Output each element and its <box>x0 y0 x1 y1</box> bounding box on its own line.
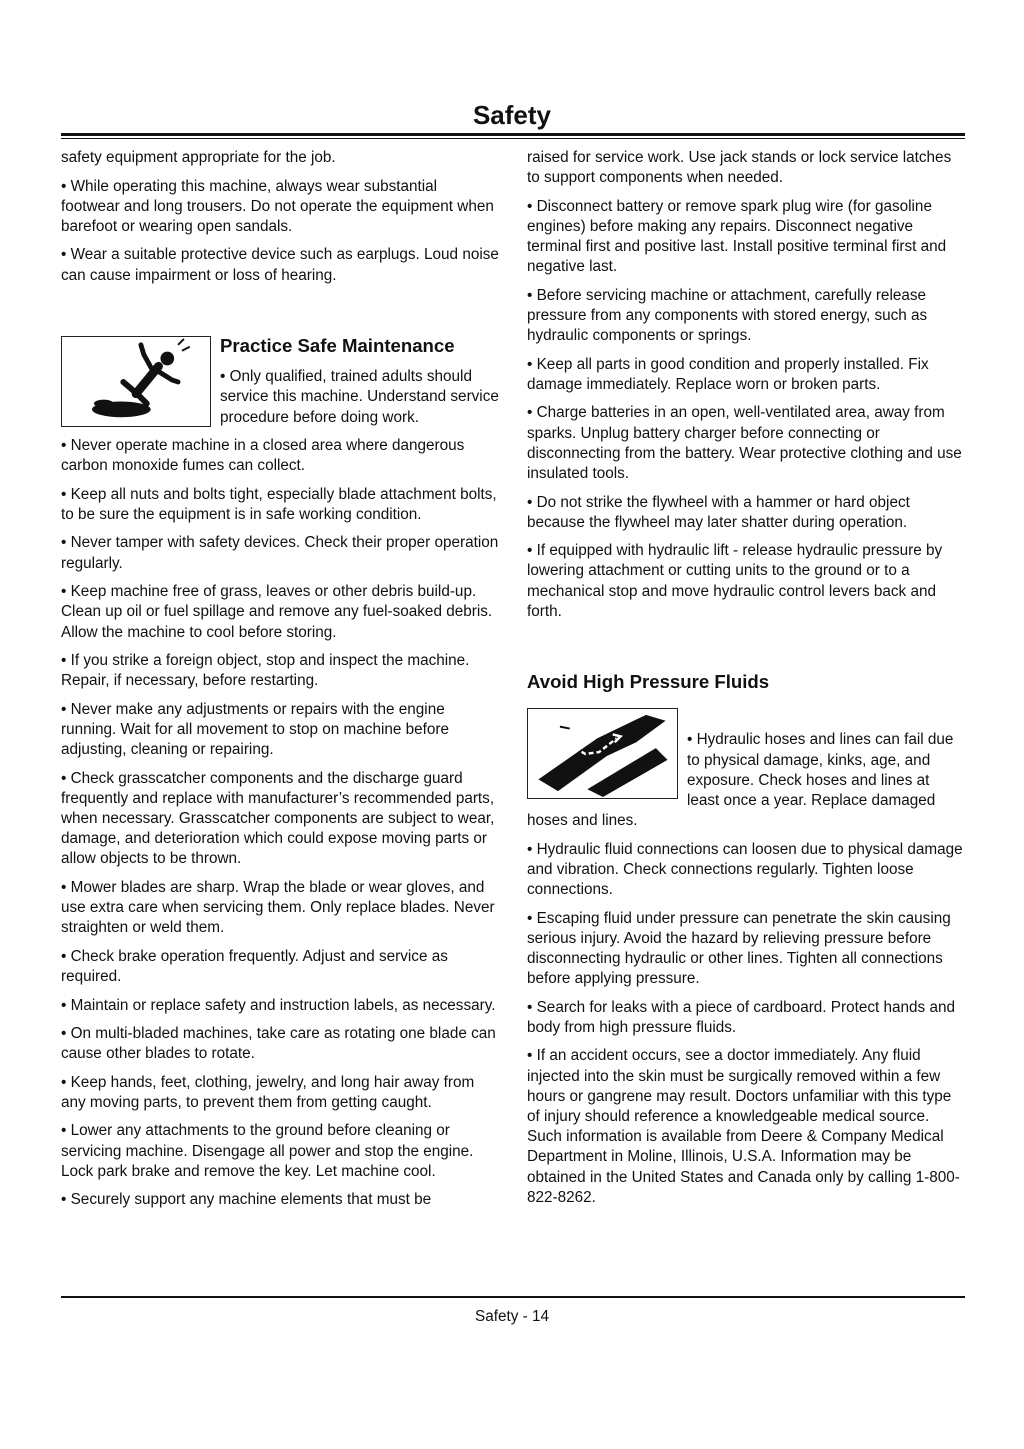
header-rule-thick <box>61 133 965 136</box>
left-column <box>61 148 499 1219</box>
paragraph: • Keep all parts in good condition and properly installed. Fix damage immediately. Replace worn or broken parts. <box>527 355 929 393</box>
paragraph: • Mower blades are sharp. Wrap the blade or wear gloves, and use extra care when servicing them. Only replace blades. Never straighten or weld them. <box>61 878 495 937</box>
paragraph: safety equipment appropriate for the job. <box>61 149 336 166</box>
slip-fall-hazard-icon <box>61 336 211 427</box>
paragraph: • Before servicing machine or attachment, carefully release pressure from any components with stored energy, such as hydraulic components or springs. <box>527 286 928 345</box>
paragraph: • If equipped with hydraulic lift - release hydraulic pressure by lowering attachment or cutting units to the ground or to a mechanical stop and move hydraulic control levers back and forth. <box>527 542 943 620</box>
right-column <box>527 148 965 1216</box>
paragraph: • Never make any adjustments or repairs with the engine running. Wait for all movement to stop on machine before adjusting, cleaning or repairing. <box>61 700 450 759</box>
paragraph: • Never tamper with safety devices. Check their proper operation regularly. <box>61 534 499 572</box>
paragraph: raised for service work. Use jack stands or lock service latches to support components when needed. <box>527 149 952 187</box>
page-title: Safety <box>472 100 552 130</box>
paragraph: • Never operate machine in a closed area where dangerous carbon monoxide fumes can collect. <box>61 437 465 475</box>
paragraph: • Maintain or replace safety and instruction labels, as necessary. <box>61 996 496 1014</box>
paragraph: • Wear a suitable protective device such as earplugs. Loud noise can cause impairment or loss of hearing. <box>61 246 499 284</box>
footer-rule <box>61 1296 965 1298</box>
paragraph: • Do not strike the flywheel with a hammer or hard object because the flywheel may later shatter during operation. <box>527 493 910 531</box>
paragraph: • Escaping fluid under pressure can penetrate the skin causing serious injury. Avoid the hazard by relieving pressure before disconnecting hydraulic or other lines. Tighten all connections before applying pressure. <box>527 909 951 988</box>
paragraph: • Hydraulic fluid connections can loosen due to physical damage and vibration. Check connections regularly. Tighten loose connections. <box>527 840 963 899</box>
paragraph: • Lower any attachments to the ground before cleaning or servicing machine. Disengage all power and stop the engine. Lock park brake and remove the key. Let machine cool. <box>61 1122 474 1180</box>
section-spacer <box>527 630 965 670</box>
paragraph: • Keep hands, feet, clothing, jewelry, and long hair away from any moving parts, to prevent them from getting caught. <box>61 1073 475 1111</box>
paragraph: • On multi-bladed machines, take care as rotating one blade can cause other blades to rotate. <box>61 1025 496 1063</box>
paragraph: • Keep machine free of grass, leaves or other debris build-up. Clean up oil or fuel spillage and remove any fuel-soaked debris. Allow the machine to cool before storing. <box>61 583 493 641</box>
paragraph: • Keep all nuts and bolts tight, especially blade attachment bolts, to be sure the equipment is in safe working condition. <box>61 485 497 523</box>
page-footer: Safety - 14 <box>475 1308 549 1325</box>
high-pressure-fluid-icon <box>527 708 678 799</box>
paragraph: • If you strike a foreign object, stop and inspect the machine. Repair, if necessary, before restarting. <box>61 652 470 690</box>
paragraph: • Search for leaks with a piece of cardboard. Protect hands and body from high pressure fluids. <box>527 998 955 1036</box>
paragraph: • Check grasscatcher components and the discharge guard frequently and replace with manufacturer’s recommended parts, when necessary. Grasscatcher components are subject to wear, damage, and deterioration which could expose moving parts or allow objects to be thrown. <box>61 769 495 868</box>
section-heading-avoid-high-pressure-fluids: Avoid High Pressure Fluids <box>527 671 770 693</box>
paragraph: • Securely support any machine elements that must be <box>61 1191 432 1209</box>
paragraph: • Charge batteries in an open, well-ventilated area, away from sparks. Unplug battery charger before connecting or disconnecting from the battery. Wear protective clothing and use insulated tools. <box>527 404 962 483</box>
paragraph: • Disconnect battery or remove spark plug wire (for gasoline engines) before making any repairs. Disconnect negative terminal first and positive last. Install positive terminal first and negative last. <box>527 197 947 276</box>
paragraph: • Check brake operation frequently. Adjust and service as required. <box>61 947 448 986</box>
paragraph: • If an accident occurs, see a doctor immediately. Any fluid injected into the skin must be surgically removed within a few hours or gangrene may result. Doctors unfamiliar with this type of injury should reference a knowledgeable medical source. Such information is available from Deere & Company Medical Department in Moline, Illinois, U.S.A. Information may be obtained in the United States and Canada only by calling 1-800-822-8262. <box>527 1047 960 1206</box>
section-heading-practice-safe-maintenance: Practice Safe Maintenance <box>220 335 455 357</box>
section-spacer <box>61 294 499 334</box>
header-rule-thin <box>61 138 965 139</box>
paragraph: • Only qualified, trained adults should service this machine. Understand service procedure before doing work. <box>220 368 499 426</box>
paragraph: • While operating this machine, always wear substantial footwear and long trousers. Do not operate the equipment when barefoot or wearing open sandals. <box>61 177 494 235</box>
paragraph: • Hydraulic hoses and lines can fail due to physical damage, kinks, age, and exposure. Check hoses and lines at least once a year. Replace damaged hoses and lines. <box>527 731 954 830</box>
